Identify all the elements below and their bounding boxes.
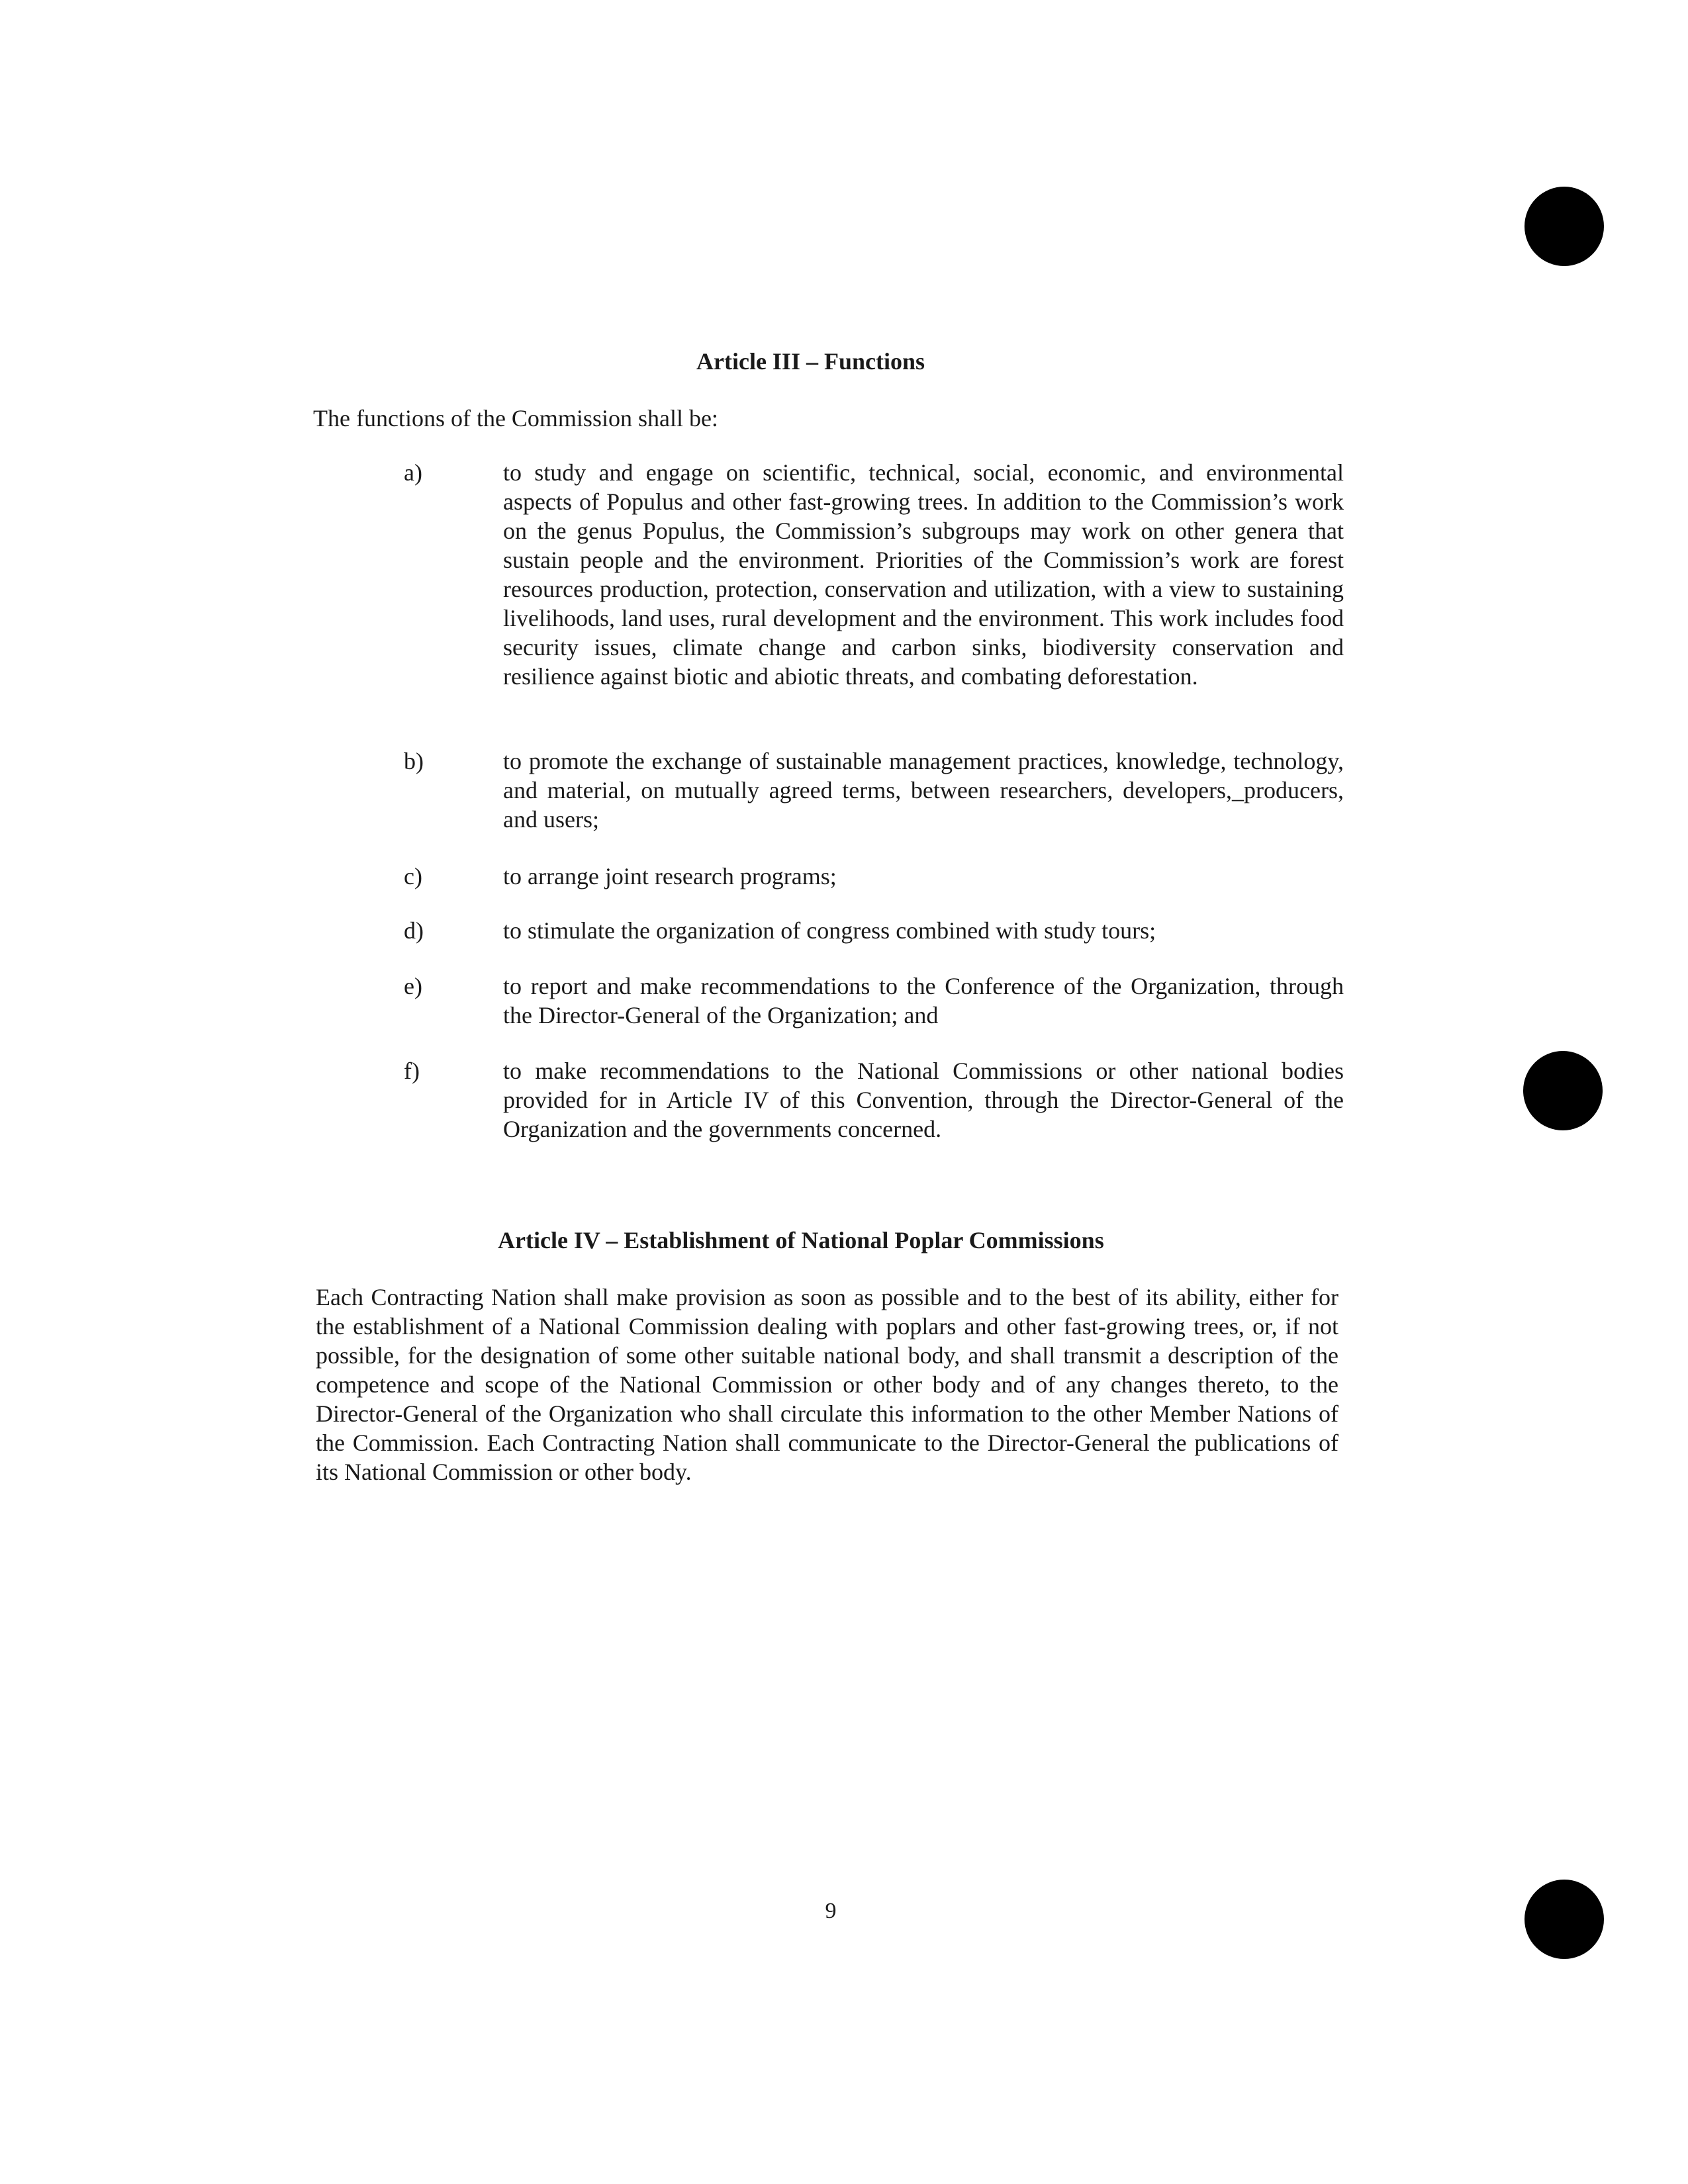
item-text: to arrange joint research programs; [503, 863, 837, 889]
item-text: to make recommendations to the National Commissions or other national bodies provided for in Article IV of this Convention, through the Director-General of the Organization and the governments concerned. [503, 1058, 1344, 1142]
item-label: e) [404, 973, 422, 999]
item-text: to study and engage on scientific, technical, social, economic, and environmental aspects of Populus and other fast-growing trees. In addition to the Commission’s work on the genus Populus, the Commission’s subgroups may work on other genera that sustain people and the environment. Priorities of the Commission’s work are forest resources production, protection, conservation and utilization, with a view to sustaining livelihoods, land uses, rural development and the environment. This work includes food security issues, climate change and carbon sinks, biodiversity conservation and resilience against biotic and abiotic threats, and combating deforestation. [503, 459, 1344, 690]
article-4-heading: Article IV – Establishment of National Poplar Commissions [498, 1227, 1104, 1253]
item-text: to stimulate the organization of congress combined with study tours; [503, 917, 1156, 944]
item-text: to promote the exchange of sustainable management practices, knowledge, technology, and material, on mutually agreed terms, between researchers, developers,_producers, and users; [503, 748, 1344, 833]
item-label: c) [404, 863, 422, 889]
punch-hole-middle [1523, 1051, 1603, 1130]
punch-hole-top [1524, 187, 1604, 266]
article-3-intro: The functions of the Commission shall be: [313, 405, 718, 432]
punch-hole-bottom [1524, 1880, 1604, 1959]
item-label: b) [404, 748, 424, 774]
item-text: to report and make recommendations to the Conference of the Organization, through the Director-General of the Organization; and [503, 973, 1344, 1028]
article-3-heading: Article III – Functions [696, 348, 925, 375]
page-number: 9 [825, 1899, 837, 1923]
item-label: a) [404, 459, 422, 486]
item-label: f) [404, 1058, 420, 1084]
item-label: d) [404, 917, 424, 944]
article-4-body: Each Contracting Nation shall make provision as soon as possible and to the best of its ability, either for the establishment of a National Commission dealing with poplars and other fast-growing trees, or, if not possible, for the designation of some other suitable national body, and shall transmit a description of the competence and scope of the National Commission or other body and of any changes thereto, to the Director-General of the Organization who shall circulate this information to the other Member Nations of the Commission. Each Contracting Nation shall communicate to the Director-General the publications of its National Commission or other body. [316, 1284, 1338, 1485]
